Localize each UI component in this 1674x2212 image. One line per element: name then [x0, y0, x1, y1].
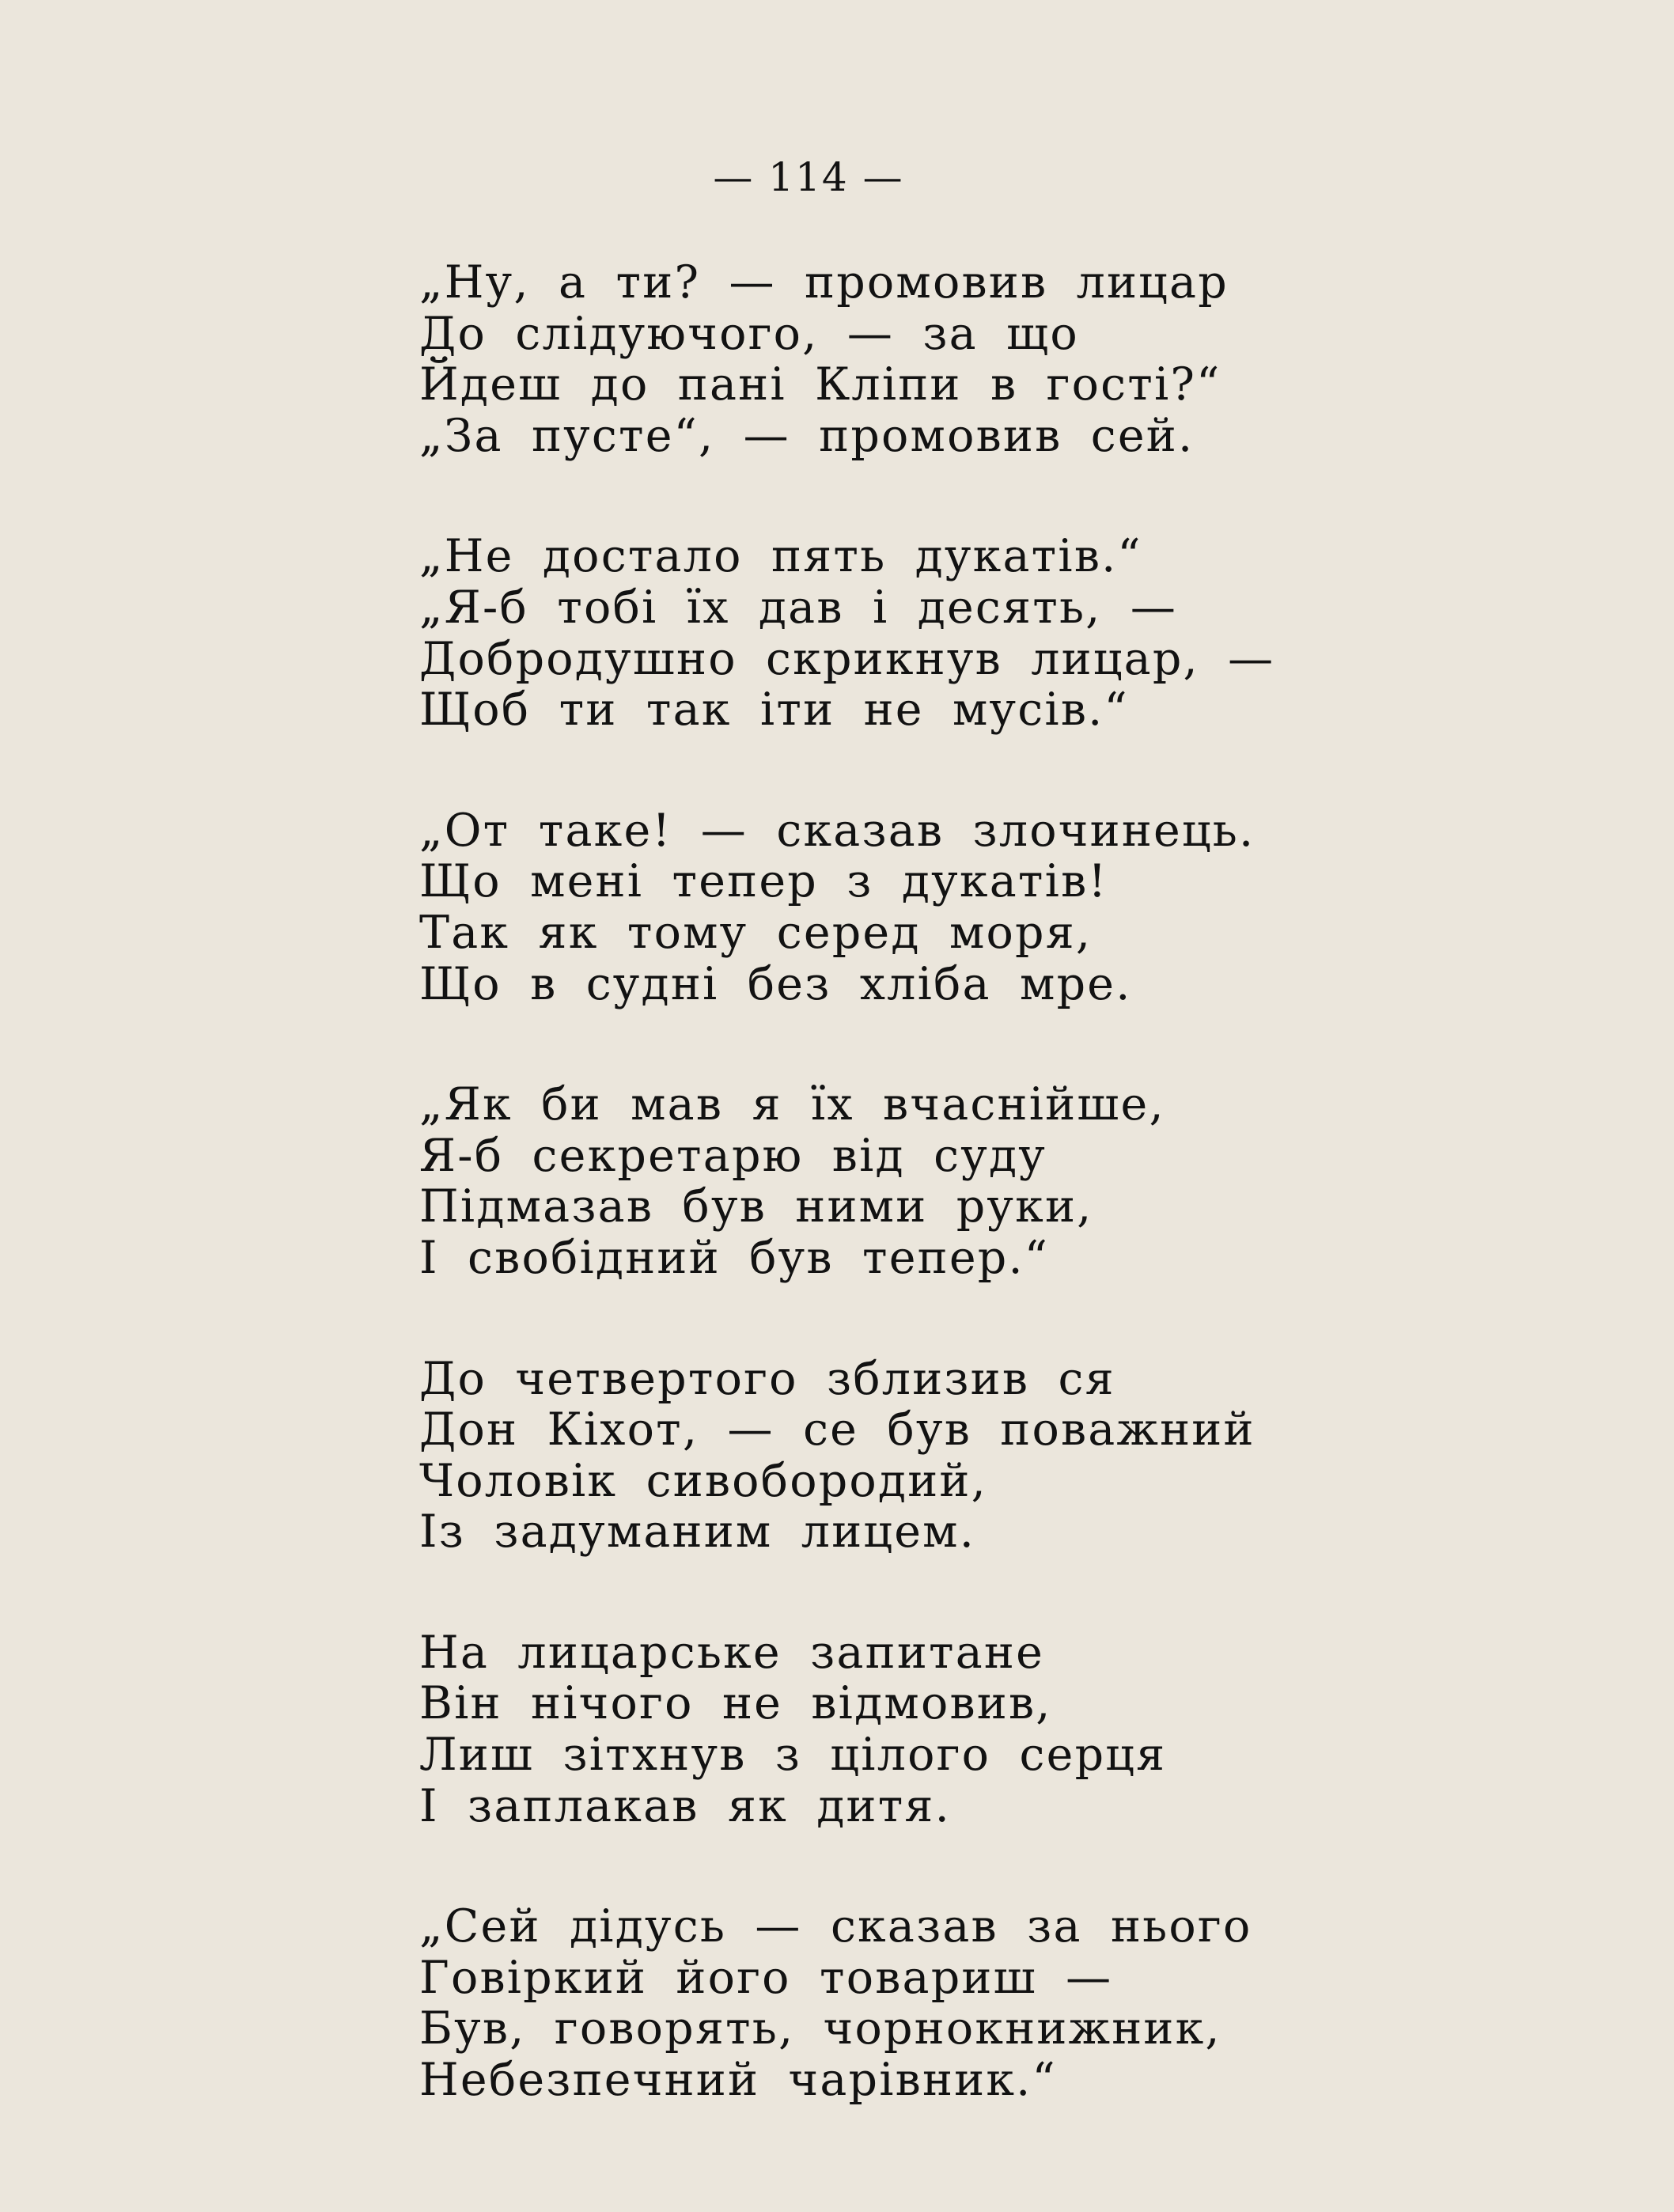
- poem-line: „Ну, а ти? — промовив лицар: [419, 256, 1229, 309]
- poem-line: „За пусте“, — промовив сей.: [419, 409, 1195, 462]
- stanza: [419, 1901, 1669, 2105]
- poem-text: [419, 257, 1669, 2176]
- poem-line: Підмазав був ними руки,: [419, 1180, 1093, 1233]
- poem-line: Так як тому серед моря,: [419, 906, 1093, 959]
- poem-line: Із задуманим лицем.: [419, 1506, 976, 1559]
- stanza: [419, 531, 1669, 735]
- poem-line: Говіркий його товариш —: [419, 1951, 1113, 2004]
- poem-line: Йдеш до пані Кліпи в гості?“: [419, 358, 1221, 411]
- poem-line: „Я-б тобі їх дав і десять, —: [419, 581, 1178, 634]
- poem-line: Чоловік сивобородий,: [419, 1454, 987, 1507]
- poem-line: І заплакав як дитя.: [419, 1779, 951, 1832]
- stanza: [419, 805, 1669, 1009]
- poem-line: Що мені тепер з дукатів!: [419, 855, 1108, 908]
- poem-line: „Сей дідусь — сказав за нього: [419, 1900, 1252, 1953]
- poem-line: „Не достало пять дукатів.“: [419, 530, 1142, 583]
- poem-line: Що в судні без хліба мре.: [419, 957, 1132, 1010]
- poem-line: Лиш зітхнув з цілого серця: [419, 1729, 1167, 1782]
- poem-line: Був, говорять, чорнокнижник,: [419, 2002, 1221, 2055]
- poem-line: Він нічого не відмовив,: [419, 1677, 1052, 1730]
- page-number: — 114 —: [713, 154, 904, 200]
- poem-line: І свобідний був тепер.“: [419, 1231, 1050, 1284]
- stanza: [419, 1627, 1669, 1831]
- poem-line: До слідуючого, — за що: [419, 307, 1079, 360]
- poem-line: „Як би мав я їх вчаснійше,: [419, 1078, 1165, 1131]
- poem-line: На лицарське запитане: [419, 1626, 1045, 1679]
- poem-line: Небезпечний чарівник.“: [419, 2054, 1057, 2107]
- poem-line: „От таке! — сказав злочинець.: [419, 804, 1256, 857]
- poem-line: Щоб ти так іти не мусів.“: [419, 684, 1129, 737]
- poem-line: Добродушно скрикнув лицар, —: [419, 632, 1275, 685]
- poem-line: До четвертого зблизив ся: [419, 1352, 1115, 1405]
- stanza: [419, 1354, 1669, 1558]
- poem-line: Дон Кіхот, — се був поважний: [419, 1403, 1256, 1456]
- poem-line: Я-б секретарю від суду: [419, 1129, 1047, 1182]
- stanza: [419, 257, 1669, 461]
- stanza: [419, 1079, 1669, 1283]
